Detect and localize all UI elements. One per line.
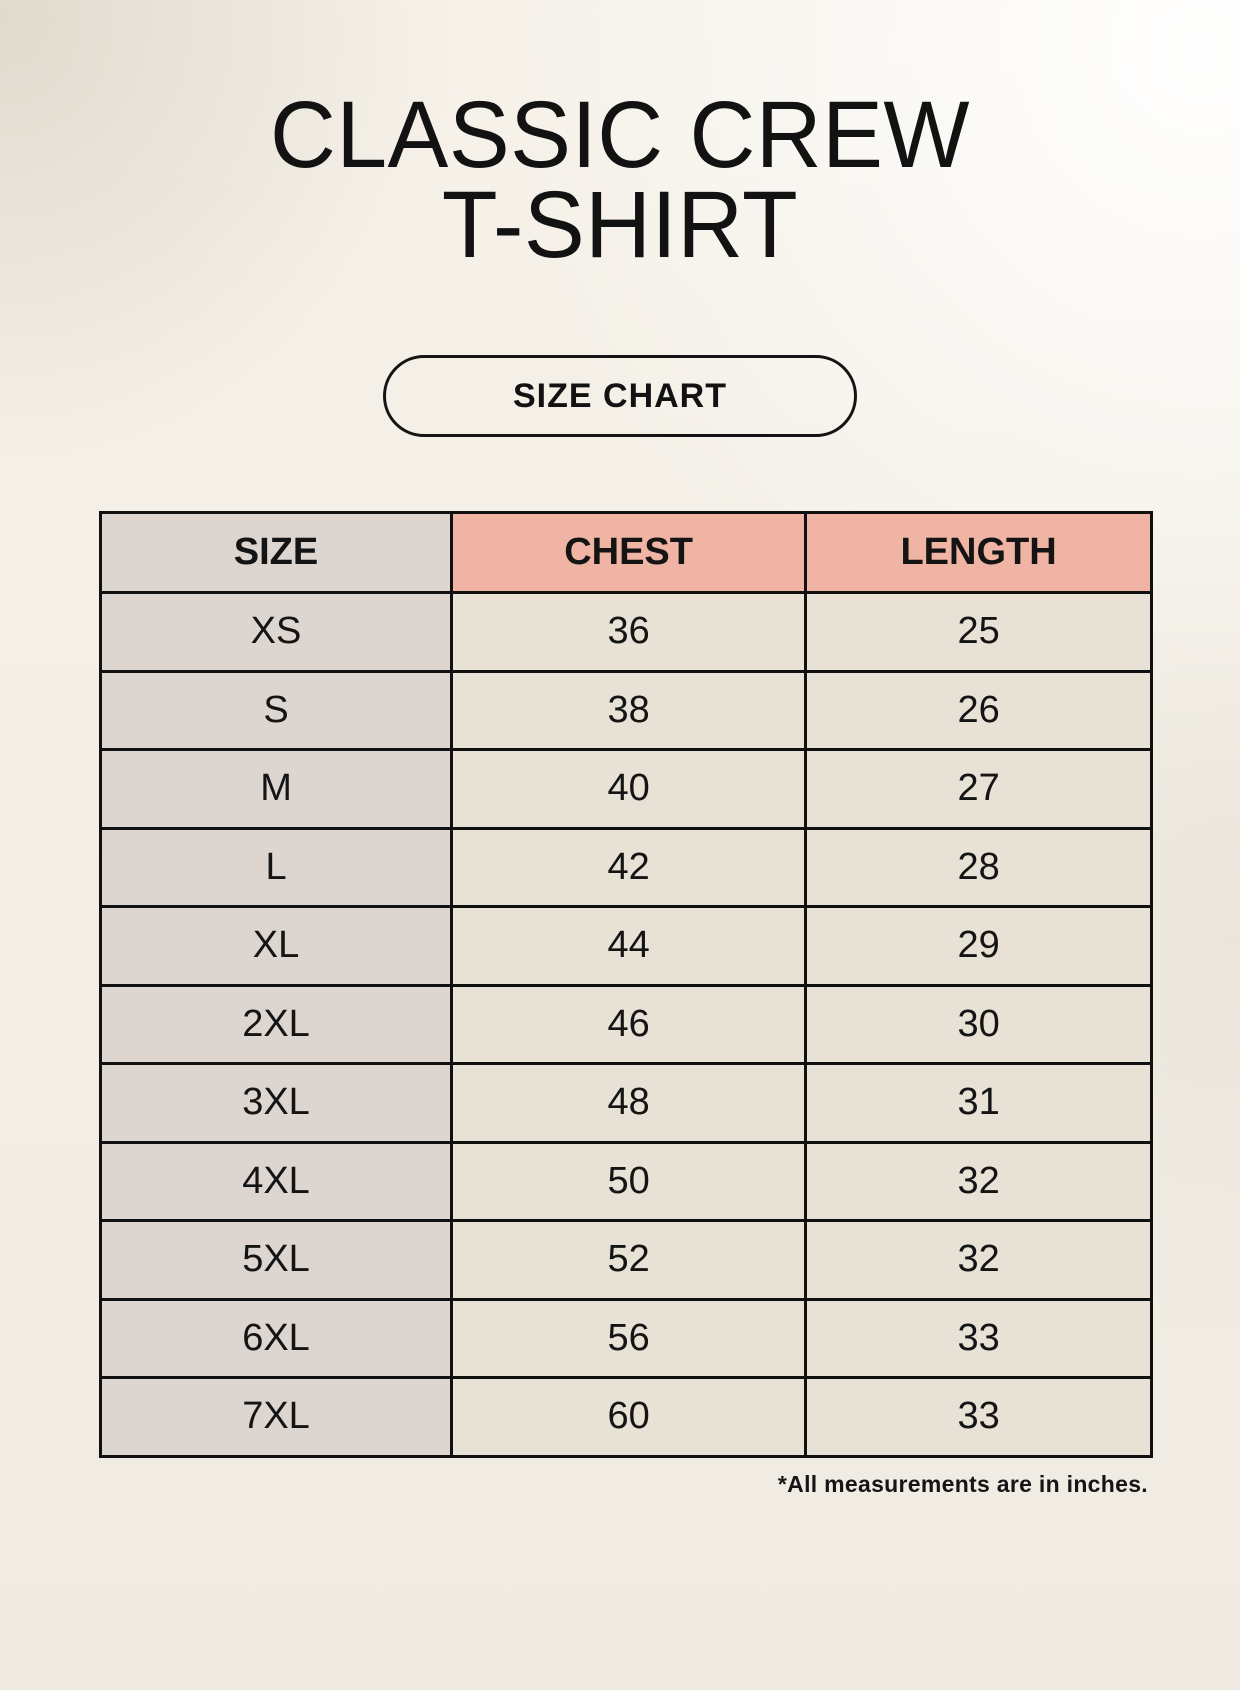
length-value: 31 bbox=[806, 1064, 1152, 1143]
chest-value: 42 bbox=[452, 828, 806, 907]
length-value: 33 bbox=[806, 1378, 1152, 1457]
size-label: 5XL bbox=[101, 1221, 452, 1300]
length-value: 25 bbox=[806, 593, 1152, 672]
table-row bbox=[101, 750, 1152, 829]
chest-value: 48 bbox=[452, 1064, 806, 1143]
chest-value: 60 bbox=[452, 1378, 806, 1457]
size-chart-page bbox=[0, 82, 1240, 1498]
length-value: 32 bbox=[806, 1142, 1152, 1221]
size-label: M bbox=[101, 750, 452, 829]
table-row bbox=[101, 907, 1152, 986]
size-chart-button-label: SIZE CHART bbox=[513, 376, 727, 415]
chest-value: 46 bbox=[452, 985, 806, 1064]
table-row bbox=[101, 671, 1152, 750]
chest-value: 38 bbox=[452, 671, 806, 750]
length-value: 29 bbox=[806, 907, 1152, 986]
table-row bbox=[101, 1378, 1152, 1457]
column-header-size: SIZE bbox=[101, 513, 452, 593]
size-label: 4XL bbox=[101, 1142, 452, 1221]
size-label: S bbox=[101, 671, 452, 750]
chest-value: 36 bbox=[452, 593, 806, 672]
chest-value: 40 bbox=[452, 750, 806, 829]
table-row bbox=[101, 828, 1152, 907]
table-row bbox=[101, 985, 1152, 1064]
size-label: 6XL bbox=[101, 1299, 452, 1378]
size-label: 7XL bbox=[101, 1378, 452, 1457]
chest-value: 44 bbox=[452, 907, 806, 986]
length-value: 26 bbox=[806, 671, 1152, 750]
table-row bbox=[101, 1142, 1152, 1221]
page-title bbox=[25, 82, 1215, 278]
table-row bbox=[101, 1299, 1152, 1378]
table-row bbox=[101, 593, 1152, 672]
table-row bbox=[101, 1221, 1152, 1300]
length-value: 33 bbox=[806, 1299, 1152, 1378]
measurement-note: *All measurements are in inches. bbox=[777, 1470, 1148, 1497]
size-chart-button[interactable] bbox=[383, 355, 857, 437]
length-value: 27 bbox=[806, 750, 1152, 829]
table-header-row bbox=[101, 513, 1152, 593]
size-label: L bbox=[101, 828, 452, 907]
column-header-chest: CHEST bbox=[452, 513, 806, 593]
size-label: 2XL bbox=[101, 985, 452, 1064]
length-value: 32 bbox=[806, 1221, 1152, 1300]
page-title-line2: T-SHIRT bbox=[441, 172, 799, 278]
size-label: XL bbox=[101, 907, 452, 986]
size-label: 3XL bbox=[101, 1064, 452, 1143]
length-value: 30 bbox=[806, 985, 1152, 1064]
chest-value: 52 bbox=[452, 1221, 806, 1300]
page-title-line1: CLASSIC CREW bbox=[269, 82, 970, 188]
chest-value: 56 bbox=[452, 1299, 806, 1378]
size-label: XS bbox=[101, 593, 452, 672]
column-header-length: LENGTH bbox=[806, 513, 1152, 593]
table-row bbox=[101, 1064, 1152, 1143]
length-value: 28 bbox=[806, 828, 1152, 907]
chest-value: 50 bbox=[452, 1142, 806, 1221]
size-table bbox=[99, 511, 1153, 1458]
